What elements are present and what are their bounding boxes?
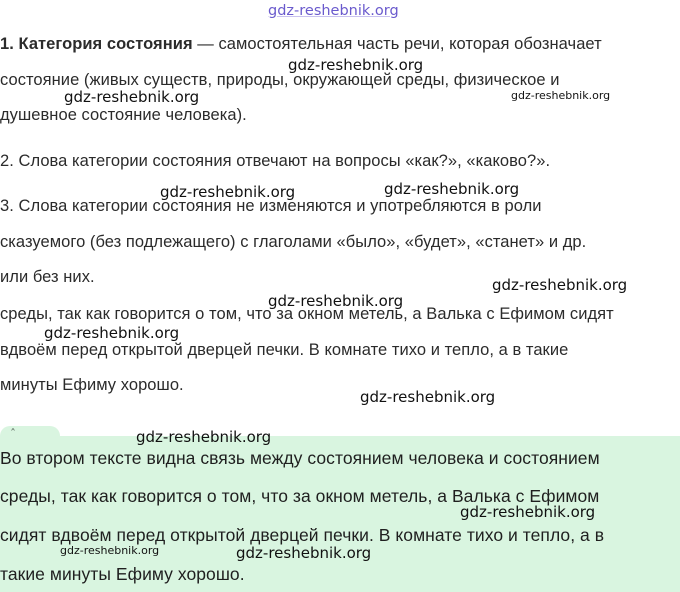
- answer-item-1-line-3: душевное состояние человека).: [0, 106, 247, 124]
- watermark: gdz-reshebnik.org: [384, 180, 520, 198]
- fragment-line-1: среды, так как говорится о том, что за окном метель, а Валька с Ефимом сидят: [0, 305, 614, 323]
- panel-line-4: такие минуты Ефиму хорошо.: [0, 564, 245, 584]
- watermark: gdz-reshebnik.org: [60, 544, 160, 557]
- watermark: gdz-reshebnik.org: [360, 388, 496, 406]
- answer-item-3-line-1: 3. Слова категории состояния не изменяются и употребляются в роли: [0, 197, 542, 215]
- watermark-top: gdz-reshebnik.org: [268, 3, 399, 19]
- watermark: gdz-reshebnik.org: [160, 183, 296, 201]
- panel-line-3: сидят вдвоём перед открытой дверцей печки. В комнате тихо и тепло, а в: [0, 525, 605, 545]
- watermark: gdz-reshebnik.org: [511, 89, 611, 102]
- watermark: gdz-reshebnik.org: [236, 544, 372, 562]
- panel-line-2: среды, так как говорится о том, что за окном метель, а Валька с Ефимом: [0, 486, 600, 506]
- watermark: gdz-reshebnik.org: [492, 276, 628, 294]
- answer-item-1-line-1: [0, 34, 602, 54]
- answer-item-1-line-2: состояние (живых существ, природы, окружающей среды, физическое и: [0, 71, 560, 89]
- panel-line-1: Во втором тексте видна связь между состоянием человека и состоянием: [0, 448, 600, 468]
- fragment-line-2: вдвоём перед открытой дверцей печки. В комнате тихо и тепло, а в такие: [0, 341, 569, 359]
- fragment-line-3: минуты Ефиму хорошо.: [0, 376, 184, 394]
- watermark: gdz-reshebnik.org: [288, 56, 424, 74]
- answer-item-3-line-3: или без них.: [0, 268, 95, 286]
- chevron-up-icon[interactable]: ˆ: [10, 427, 16, 441]
- watermark: gdz-reshebnik.org: [460, 503, 596, 521]
- watermark: gdz-reshebnik.org: [64, 88, 200, 106]
- watermark: gdz-reshebnik.org: [136, 428, 272, 446]
- answer-item-3-line-2: сказуемого (без подлежащего) с глаголами «было», «будет», «станет» и др.: [0, 233, 587, 251]
- answer-item-2: 2. Слова категории состояния отвечают на вопросы «как?», «каково?».: [0, 152, 551, 170]
- term-heading: 1. Категория состояния: [0, 35, 193, 53]
- watermark: gdz-reshebnik.org: [44, 324, 180, 342]
- term-definition: — самостоятельная часть речи, которая обозначает: [192, 35, 602, 53]
- watermark: gdz-reshebnik.org: [268, 292, 404, 310]
